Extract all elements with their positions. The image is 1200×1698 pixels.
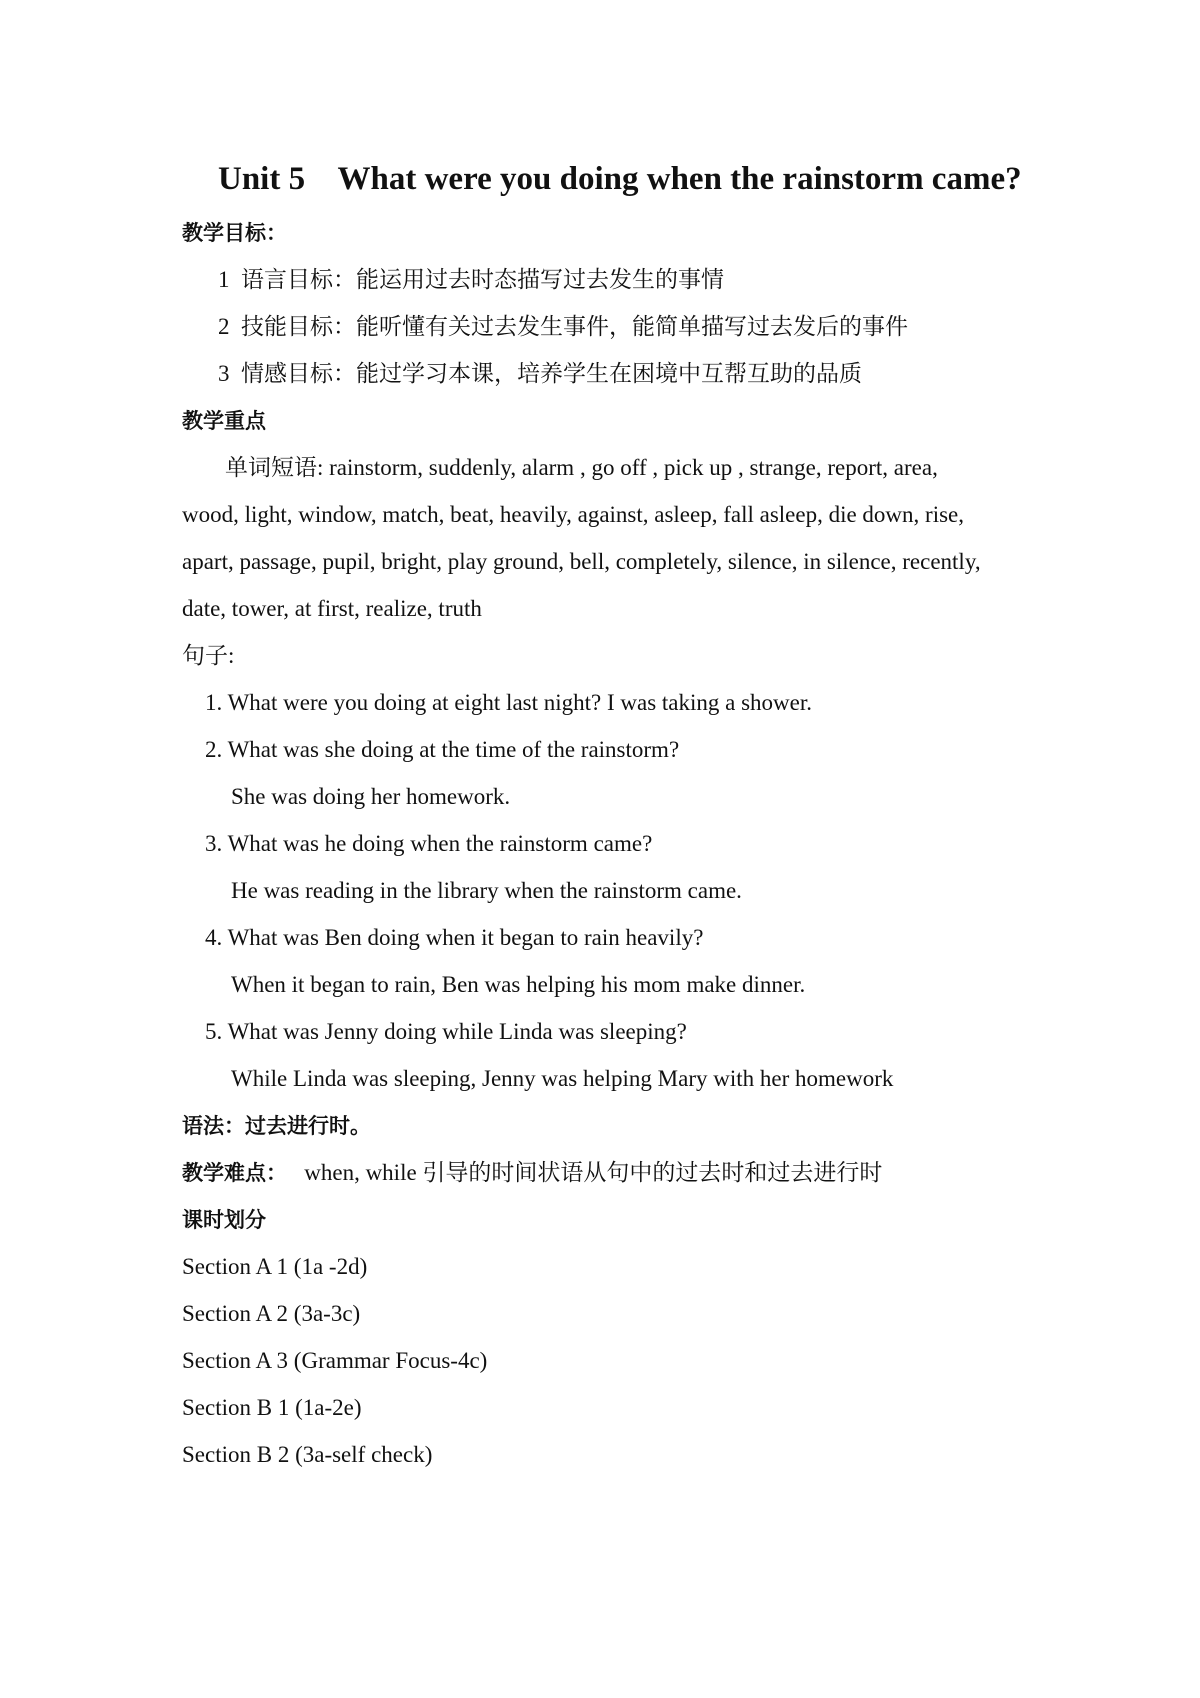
schedule-heading: 课时划分 xyxy=(182,1208,266,1232)
difficulty-label: 教学难点： xyxy=(182,1161,287,1185)
sentence-answer: She was doing her homework. xyxy=(231,784,511,809)
sentence-item: 1. What were you doing at eight last night? I was taking a shower. xyxy=(205,690,813,715)
difficulty-line xyxy=(182,1157,882,1189)
vocab-line: date, tower, at first, realize, truth xyxy=(182,596,482,621)
sentence-item: 2. What was she doing at the time of the rainstorm? xyxy=(205,737,680,762)
schedule-item: Section B 1 (1a-2e) xyxy=(182,1395,362,1420)
objective-item-skill: 2 技能目标：能听懂有关过去发生事件，能简单描写过去发后的事件 xyxy=(218,314,908,339)
grammar-line: 语法：过去进行时。 xyxy=(182,1114,371,1138)
vocab-line: apart, passage, pupil, bright, play ground, bell, completely, silence, in silence, recently, xyxy=(182,549,981,574)
objectives-heading: 教学目标： xyxy=(182,221,287,245)
difficulty-text: when, while 引导的时间状语从句中的过去时和过去进行时 xyxy=(287,1160,883,1185)
sentence-item: 5. What was Jenny doing while Linda was sleeping? xyxy=(205,1019,687,1044)
sentence-answer: When it began to rain, Ben was helping his mom make dinner. xyxy=(231,972,806,997)
sentence-answer: He was reading in the library when the rainstorm came. xyxy=(231,878,742,903)
sentence-item: 3. What was he doing when the rainstorm came? xyxy=(205,831,653,856)
sentence-item: 4. What was Ben doing when it began to rain heavily? xyxy=(205,925,704,950)
objective-item-language: 1 语言目标：能运用过去时态描写过去发生的事情 xyxy=(218,267,724,292)
document-title: Unit 5 What were you doing when the rainstorm came? xyxy=(218,161,1022,197)
schedule-item: Section B 2 (3a-self check) xyxy=(182,1442,433,1467)
schedule-item: Section A 3 (Grammar Focus-4c) xyxy=(182,1348,488,1373)
key-points-heading: 教学重点 xyxy=(182,409,266,433)
schedule-item: Section A 2 (3a-3c) xyxy=(182,1301,361,1326)
sentence-answer: While Linda was sleeping, Jenny was helping Mary with her homework xyxy=(231,1066,894,1091)
vocab-line: 单词短语: rainstorm, suddenly, alarm , go off , pick up , strange, report, area, xyxy=(225,455,938,480)
objective-item-emotion: 3 情感目标：能过学习本课，培养学生在困境中互帮互助的品质 xyxy=(218,361,862,386)
vocab-line: wood, light, window, match, beat, heavily, against, asleep, fall asleep, die down, rise, xyxy=(182,502,964,527)
schedule-item: Section A 1 (1a -2d) xyxy=(182,1254,368,1279)
sentences-label: 句子: xyxy=(182,643,235,668)
